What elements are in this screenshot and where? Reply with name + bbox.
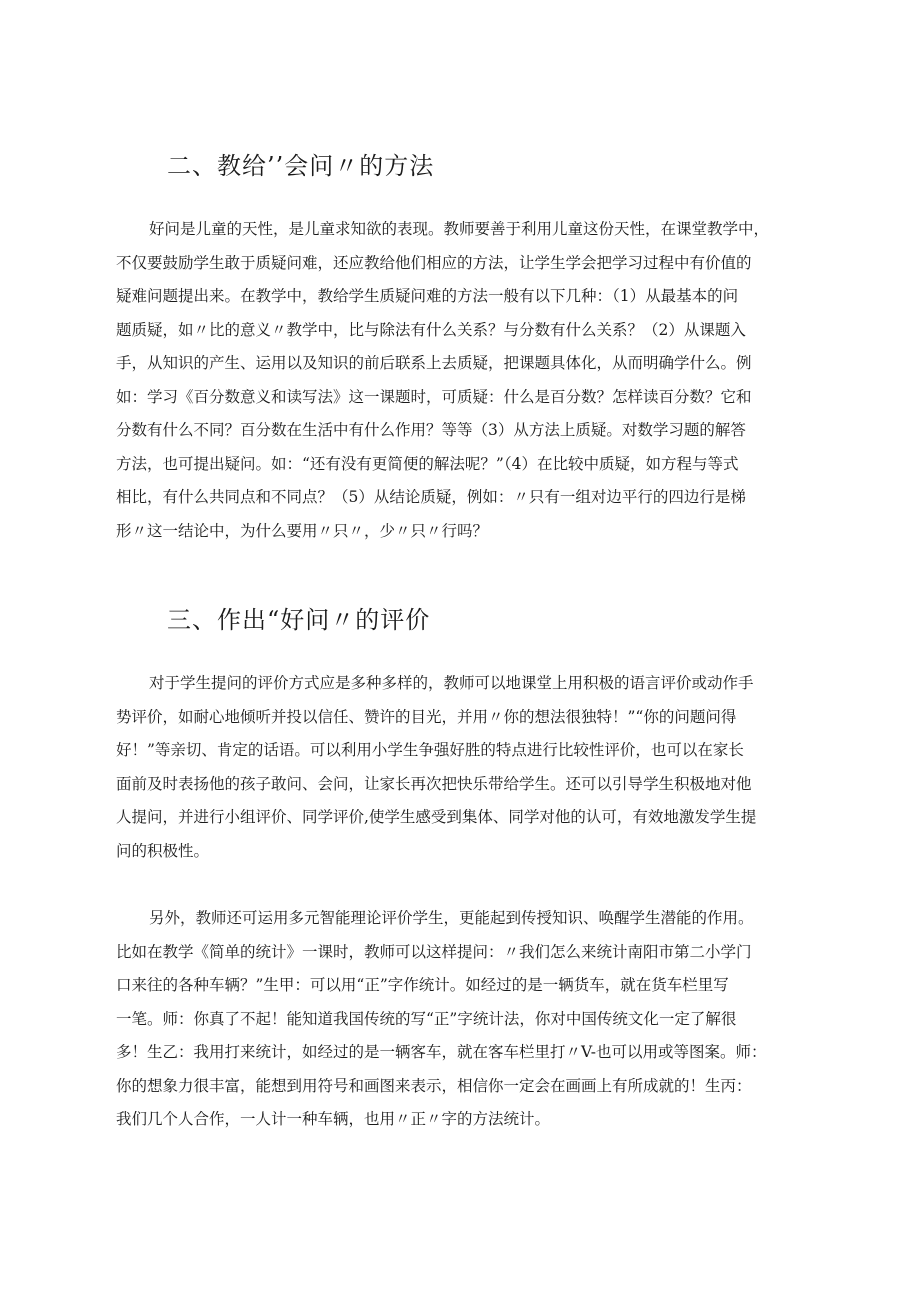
section-heading-3: 三、作出“好问〃的评价: [167, 606, 431, 634]
paragraph-line: 口来往的各种车辆？”生甲：可以用“正”字作统计。如经过的是一辆货车，就在货车栏里写: [116, 976, 729, 994]
paragraph-line: 人提问，并进行小组评价、同学评价,使学生感受到集体、同学对他的认可，有效地激发学生提: [116, 808, 757, 826]
paragraph-line: 你的想象力很丰富，能想到用符号和画图来表示，相信你一定会在画画上有所成就的！生丙：: [116, 1076, 752, 1095]
paragraph-line: 对于学生提问的评价方式应是多种多样的，教师可以地课堂上用积极的语言评价或动作手: [149, 674, 754, 692]
section-2-paragraph: [116, 213, 816, 548]
section-heading-2: 二、教给’’会问〃的方法: [167, 152, 435, 180]
paragraph-line: 好！”等亲切、肯定的话语。可以利用小学生争强好胜的特点进行比较性评价，也可以在家长: [116, 741, 744, 759]
paragraph-line: 手，从知识的产生、运用以及知识的前后联系上去质疑，把课题具体化，从而明确学什么。例: [116, 354, 752, 372]
paragraph-line: 疑难问题提出来。在教学中，教给学生质疑问难的方法一般有以下几种：（1）从最基本的问: [116, 287, 739, 305]
paragraph-line: 方法，也可提出疑问。如：“还有没有更简便的解法呢？”（4）在比较中质疑，如方程与等式: [116, 454, 739, 473]
paragraph-line: 题质疑，如〃比的意义〃教学中，比与除法有什么关系？与分数有什么关系？（2）从课题入: [116, 320, 746, 339]
paragraph-line: 不仅要鼓励学生敢于质疑问难，还应教给他们相应的方法，让学生学会把学习过程中有价值的: [116, 253, 752, 272]
paragraph-line: 另外，教师还可运用多元智能理论评价学生，更能起到传授知识、唤醒学生潜能的作用。: [149, 909, 754, 927]
paragraph-line: 形〃这一结论中，为什么要用〃只〃，少〃只〃行吗？: [116, 521, 489, 540]
paragraph-line: 多！生乙：我用打来统计，如经过的是一辆客车，就在客车栏里打〃V-也可以用或等图案。师：: [116, 1043, 767, 1061]
paragraph-line: 分数有什么不同？百分数在生活中有什么作用？等等（3）从方法上质疑。对数学习题的解答: [116, 421, 746, 439]
paragraph-line: 问的积极性。: [116, 841, 210, 860]
paragraph-line: 面前及时表扬他的孩子敢问、会问，让家长再次把快乐带给学生。还可以引导学生积极地对他: [116, 774, 752, 793]
paragraph-line: 如：学习《百分数意义和读写法》这一课题时，可质疑：什么是百分数？怎样读百分数？它和: [116, 387, 752, 406]
paragraph-line: 一笔。师：你真了不起！能知道我国传统的写“正”字统计法，你对中国传统文化一定了解很: [116, 1009, 737, 1028]
paragraph-line: 我们几个人合作，一人计一种车辆，也用〃正〃字的方法统计。: [116, 1110, 551, 1128]
paragraph-line: 比如在教学《简单的统计》一课时，教师可以这样提问：〃我们怎么来统计南阳市第二小学门: [116, 942, 752, 961]
paragraph-line: 好问是儿童的天性，是儿童求知欲的表现。教师要善于利用儿童这份天性，在课堂教学中，: [149, 220, 770, 238]
section-3-paragraph-2: [116, 902, 816, 1137]
paragraph-line: 势评价，如耐心地倾听并投以信任、赞许的目光，并用〃你的想法很独特！”“你的问题问得: [116, 707, 737, 726]
section-3-paragraph-1: [116, 667, 816, 868]
paragraph-line: 相比，有什么共同点和不同点？（5）从结论质疑，例如：〃只有一组对边平行的四边行是梯: [116, 488, 746, 506]
